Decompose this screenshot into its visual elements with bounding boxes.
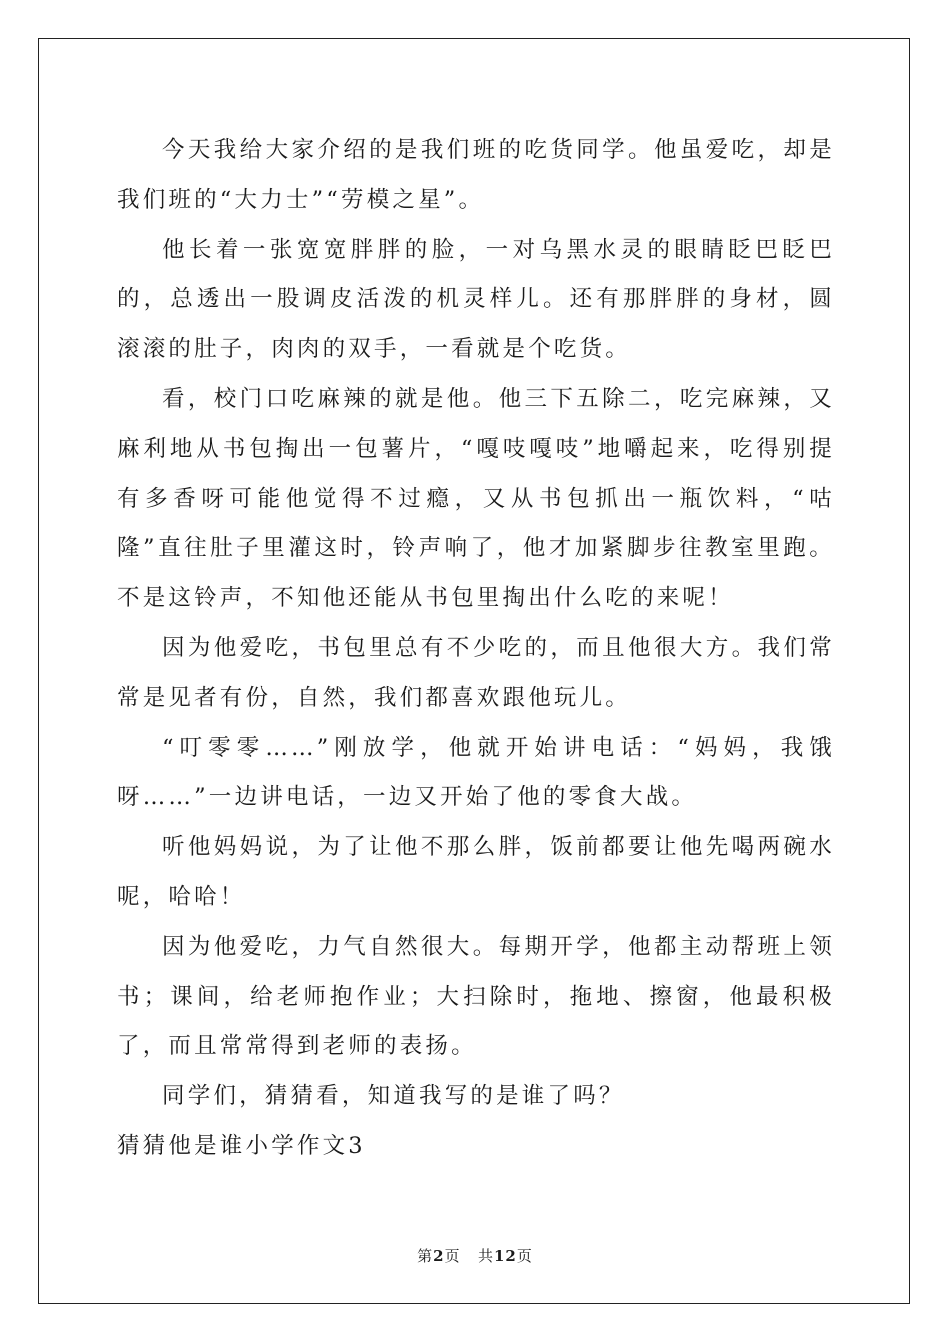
paragraph-3: 看，校门口吃麻辣的就是他。他三下五除二，吃完麻辣，又麻利地从书包掏出一包薯片，“嘎吱嘎吱”地嚼起来，吃得别提有多香呀可能他觉得不过瘾，又从书包抓出一瓶饮料，“咕隆”直往肚子里灌这时，铃声响了，他才加紧脚步往教室里跑。不是这铃声，不知他还能从书包里掏出什么吃的来呢！ (117, 385, 835, 612)
paragraph-4: 因为他爱吃，书包里总有不少吃的，而且他很大方。我们常常是见者有份，自然，我们都喜欢跟他玩儿。 (117, 634, 835, 711)
paragraph-6: 听他妈妈说，为了让他不那么胖，饭前都要让他先喝两碗水呢，哈哈！ (117, 834, 835, 910)
paragraph-2: 他长着一张宽宽胖胖的脸，一对乌黑水灵的眼睛眨巴眨巴的，总透出一股调皮活泼的机灵样儿。还有那胖胖的身材，圆滚滚的肚子，肉肉的双手，一看就是个吃货。 (117, 236, 835, 363)
total-suffix: 页 (516, 1247, 533, 1265)
next-essay-title: 猜猜他是谁小学作文3 (117, 1132, 366, 1159)
paragraph-8: 同学们，猜猜看，知道我写的是谁了吗？ (162, 1083, 625, 1110)
page-suffix: 页 (444, 1247, 461, 1265)
total-prefix: 共 (477, 1247, 494, 1265)
paragraph-1: 今天我给大家介绍的是我们班的吃货同学。他虽爱吃，却是我们班的“大力士”“劳模之星”。 (117, 137, 835, 213)
document-body (117, 126, 835, 1172)
page-number: 2 (433, 1247, 445, 1265)
page-footer (0, 1245, 950, 1266)
page-prefix: 第 (417, 1247, 434, 1265)
paragraph-7: 因为他爱吃，力气自然很大。每期开学，他都主动帮班上领书；课间，给老师抱作业；大扫除时，拖地、擦窗，他最积极了，而且常常得到老师的表扬。 (117, 933, 835, 1060)
total-pages: 12 (493, 1247, 517, 1265)
paragraph-5: “叮零零……”刚放学，他就开始讲电话：“妈妈，我饿呀……”一边讲电话，一边又开始了他的零食大战。 (117, 734, 835, 811)
